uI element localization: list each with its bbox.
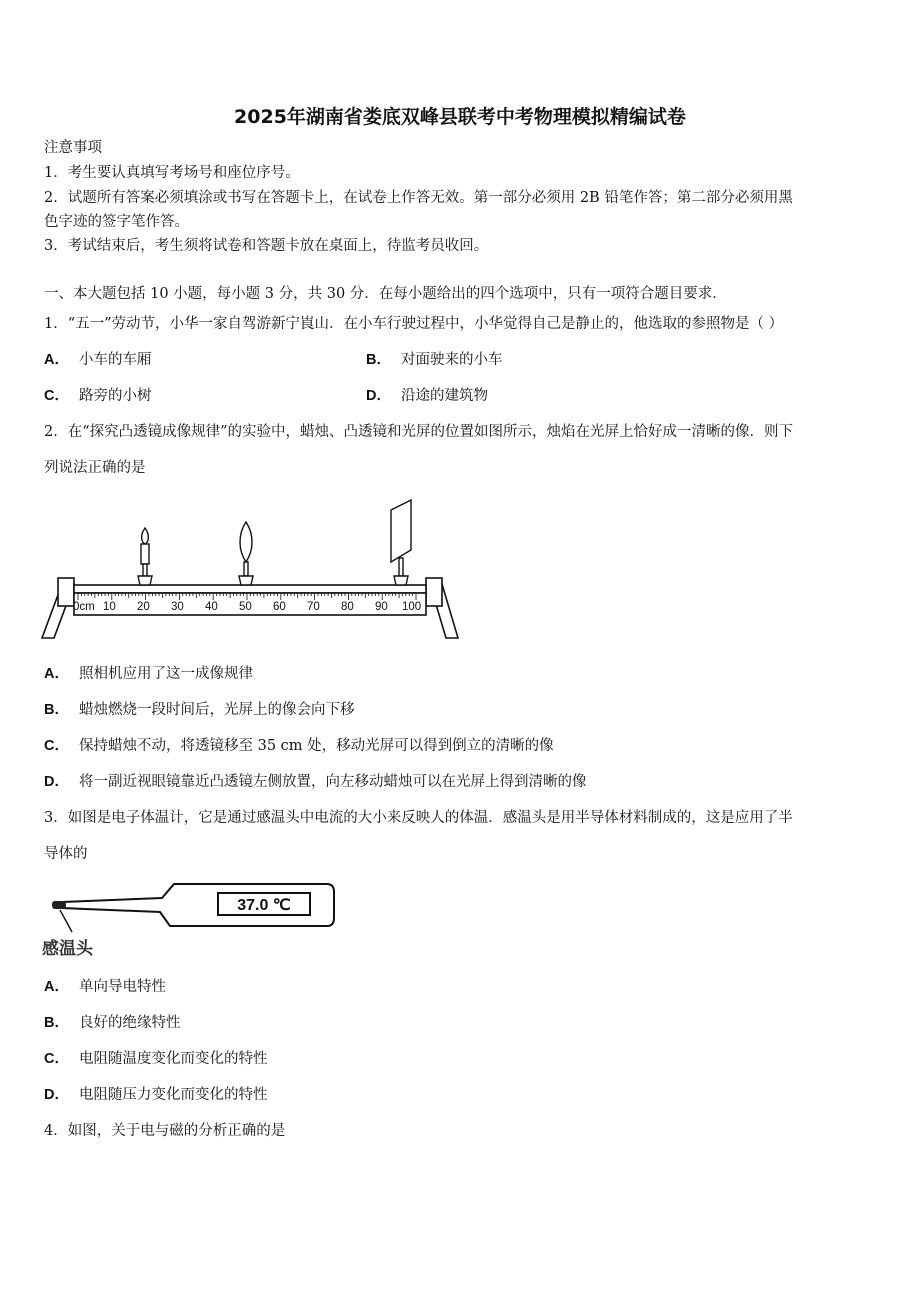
notice-item: 2．试题所有答案必须填涂或书写在答题卡上，在试卷上作答无效。第一部分必须用 2B 铅笔作答；第二部分必须用黑 — [44, 190, 793, 206]
optical-bench-figure — [40, 492, 460, 642]
q1-option-d — [366, 387, 488, 405]
ruler-label: 40 — [205, 601, 218, 613]
notice-heading: 注意事项 — [44, 140, 102, 156]
notice-item: 3．考试结束后，考生须将试卷和答题卡放在桌面上，待监考员收回。 — [44, 238, 489, 254]
q2-option-c — [44, 737, 554, 755]
option-text: 单向导电特性 — [78, 979, 166, 995]
q1-option-c — [44, 387, 151, 405]
light-screen — [391, 500, 411, 585]
ruler-label: 90 — [375, 601, 388, 613]
q3-option-b — [44, 1014, 180, 1032]
ruler-label: 0cm — [73, 601, 95, 613]
q1-option-b — [366, 351, 502, 369]
question-3-stem: 3．如图是电子体温计，它是通过感温头中电流的大小来反映人的体温．感温头是用半导体材料制成的，这是应用了半 — [44, 810, 793, 826]
option-key: A． — [44, 979, 69, 995]
option-key: B． — [44, 702, 69, 718]
question-1-stem: 1．“五一”劳动节，小华一家自驾游新宁崀山．在小车行驶过程中，小华觉得自己是静止的，他选取的参照物是（ ） — [44, 316, 784, 332]
q3-option-a — [44, 978, 166, 996]
option-text: 电阻随温度变化而变化的特性 — [78, 1051, 268, 1067]
question-4-stem: 4．如图，关于电与磁的分析正确的是 — [44, 1123, 286, 1139]
option-key: D． — [44, 1087, 69, 1103]
option-text: 沿途的建筑物 — [400, 388, 488, 404]
option-key: C． — [44, 738, 69, 754]
question-2-stem: 列说法正确的是 — [44, 460, 146, 476]
ruler-label: 10 — [103, 601, 116, 613]
candle — [138, 528, 152, 585]
option-key: C． — [44, 388, 69, 404]
option-text: 对面驶来的小车 — [400, 352, 503, 368]
question-2-stem: 2．在“探究凸透镜成像规律”的实验中，蜡烛、凸透镜和光屏的位置如图所示，烛焰在光屏上恰好成一清晰的像．则下 — [44, 424, 794, 440]
notice-item: 1．考生要认真填写考场号和座位序号。 — [44, 165, 300, 181]
ruler-label: 80 — [341, 601, 354, 613]
option-key: A． — [44, 352, 69, 368]
ruler-label: 70 — [307, 601, 320, 613]
ruler-label: 50 — [239, 601, 252, 613]
option-text: 蜡烛燃烧一段时间后，光屏上的像会向下移 — [78, 702, 355, 718]
q2-option-a — [44, 665, 253, 683]
ruler-label: 20 — [137, 601, 150, 613]
q3-option-d — [44, 1086, 267, 1104]
option-text: 将一副近视眼镜靠近凸透镜左侧放置，向左移动蜡烛可以在光屏上得到清晰的像 — [78, 774, 587, 790]
option-text: 路旁的小树 — [78, 388, 152, 404]
option-text: 保持蜡烛不动，将透镜移至 35 cm 处，移动光屏可以得到倒立的清晰的像 — [78, 738, 554, 754]
sensor-tip — [52, 901, 66, 909]
option-key: B． — [44, 1015, 69, 1031]
ruler-label: 100 — [402, 601, 422, 613]
q1-option-a — [44, 351, 151, 369]
q2-option-b — [44, 701, 354, 719]
option-key: D． — [366, 388, 391, 404]
ruler-label: 60 — [273, 601, 286, 613]
option-text: 电阻随压力变化而变化的特性 — [78, 1087, 268, 1103]
probe-label: 感温头 — [42, 939, 93, 958]
temperature-display: 37.0 ℃ — [237, 897, 291, 914]
q3-option-c — [44, 1050, 267, 1068]
option-key: A． — [44, 666, 69, 682]
exam-title: 2025年湖南省娄底双峰县联考中考物理模拟精编试卷 — [234, 106, 686, 128]
section-heading: 一、本大题包括 10 小题，每小题 3 分，共 30 分．在每小题给出的四个选项中，只有一项符合题目要求． — [44, 286, 727, 302]
option-key: B． — [366, 352, 391, 368]
option-text: 良好的绝缘特性 — [78, 1015, 181, 1031]
option-key: D． — [44, 774, 69, 790]
option-text: 照相机应用了这一成像规律 — [78, 666, 253, 682]
convex-lens — [239, 522, 253, 585]
thermometer-figure — [42, 878, 342, 968]
option-text: 小车的车厢 — [78, 352, 152, 368]
notice-item: 色字迹的签字笔作答。 — [44, 214, 189, 230]
q2-option-d — [44, 773, 586, 791]
ruler-label: 30 — [171, 601, 184, 613]
option-key: C． — [44, 1051, 69, 1067]
question-3-stem: 导体的 — [44, 846, 88, 862]
